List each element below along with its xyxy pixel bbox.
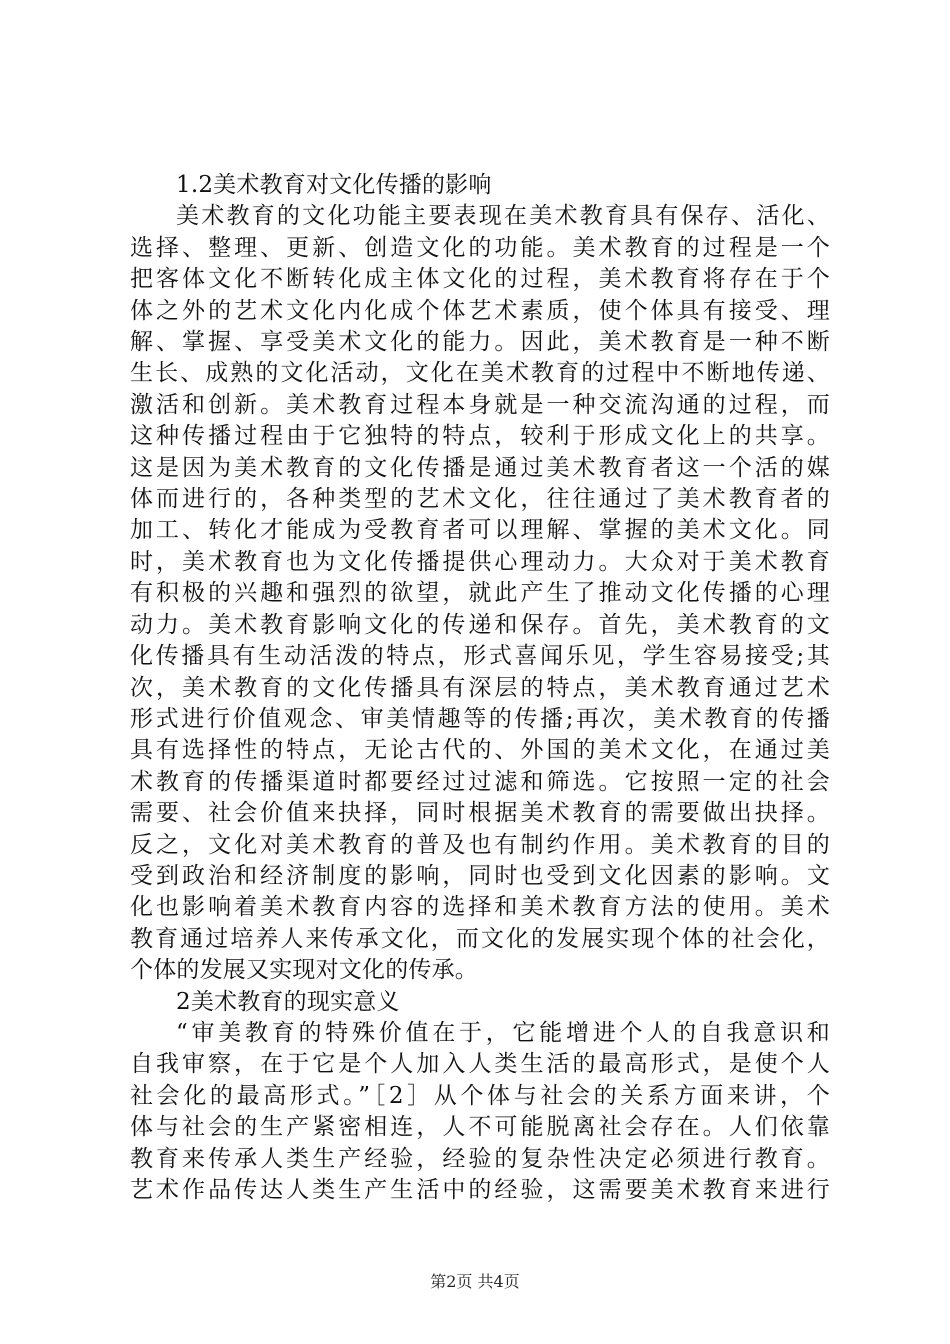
paragraph-line: 加工、转化才能成为受教育者可以理解、掌握的美术文化。同: [130, 517, 830, 544]
paragraph-line: 自我审察，在于它是个人加入人类生活的最高形式，是使个人: [130, 1051, 830, 1078]
paragraph-line: 美术教育的文化功能主要表现在美术教育具有保存、活化、: [176, 203, 830, 230]
paragraph-line: 动力。美术教育影响文化的传递和保存。首先，美术教育的文: [130, 611, 830, 638]
paragraph-line: 反之，文化对美术教育的普及也有制约作用。美术教育的目的: [130, 831, 830, 858]
paragraph-line: 具有选择性的特点，无论古代的、外国的美术文化，在通过美: [130, 737, 830, 764]
paragraph-line: 术教育的传播渠道时都要经过过滤和筛选。它按照一定的社会: [130, 768, 830, 795]
paragraph-line: 时，美术教育也为文化传播提供心理动力。大众对于美术教育: [130, 548, 830, 575]
paragraph-line: 形式进行价值观念、审美情趣等的传播;再次，美术教育的传播: [130, 705, 830, 732]
paragraph-line: 把客体文化不断转化成主体文化的过程，美术教育将存在于个: [130, 266, 830, 293]
paragraph-line: 需要、社会价值来抉择，同时根据美术教育的需要做出抉择。: [130, 800, 830, 827]
paragraph-line: 化传播具有生动活泼的特点，形式喜闻乐见，学生容易接受;其: [130, 643, 830, 670]
paragraph-line: 体而进行的，各种类型的艺术文化，往往通过了美术教育者的: [130, 486, 830, 513]
paragraph-line: 选择、整理、更新、创造文化的功能。美术教育的过程是一个: [130, 234, 830, 261]
section-heading: 1.2美术教育对文化传播的影响: [176, 172, 492, 198]
paragraph-line: 受到政治和经济制度的影响，同时也受到文化因素的影响。文: [130, 862, 830, 889]
paragraph-line: 生长、成熟的文化活动，文化在美术教育的过程中不断地传递、: [130, 360, 830, 387]
section-heading: 2美术教育的现实意义: [176, 988, 400, 1015]
paragraph-line: 教育来传承人类生产经验，经验的复杂性决定必须进行教育。: [130, 1145, 830, 1172]
paragraph-line: 次，美术教育的文化传播具有深层的特点，美术教育通过艺术: [130, 674, 830, 701]
paragraph-line: 体与社会的生产紧密相连，人不可能脱离社会存在。人们依靠: [130, 1114, 830, 1141]
paragraph-line: 化也影响着美术教育内容的选择和美术教育方法的使用。美术: [130, 894, 830, 921]
paragraph-line: 体之外的艺术文化内化成个体艺术素质，使个体具有接受、理: [130, 297, 830, 324]
paragraph-line: 解、掌握、享受美术文化的能力。因此，美术教育是一种不断: [130, 329, 830, 356]
paragraph-line: “审美教育的特殊价值在于，它能增进个人的自我意识和: [176, 1019, 830, 1046]
paragraph-line: 有积极的兴趣和强烈的欲望，就此产生了推动文化传播的心理: [130, 580, 830, 607]
page-footer: 第2页 共4页: [430, 1272, 520, 1291]
paragraph-line: 个体的发展又实现对文化的传承。: [130, 957, 478, 984]
paragraph-line: 教育通过培养人来传承文化，而文化的发展实现个体的社会化，: [130, 925, 830, 952]
paragraph-line: 这种传播过程由于它独特的特点，较利于形成文化上的共享。: [130, 423, 830, 450]
paragraph-line: 艺术作品传达人类生产生活中的经验，这需要美术教育来进行: [130, 1177, 830, 1203]
body-text: [130, 170, 830, 1206]
paragraph-line: 这是因为美术教育的文化传播是通过美术教育者这一个活的媒: [130, 454, 830, 481]
paragraph-line: 社会化的最高形式。”［2］从个体与社会的关系方面来讲，个: [130, 1082, 830, 1109]
paragraph-line: 激活和创新。美术教育过程本身就是一种交流沟通的过程，而: [130, 391, 830, 418]
